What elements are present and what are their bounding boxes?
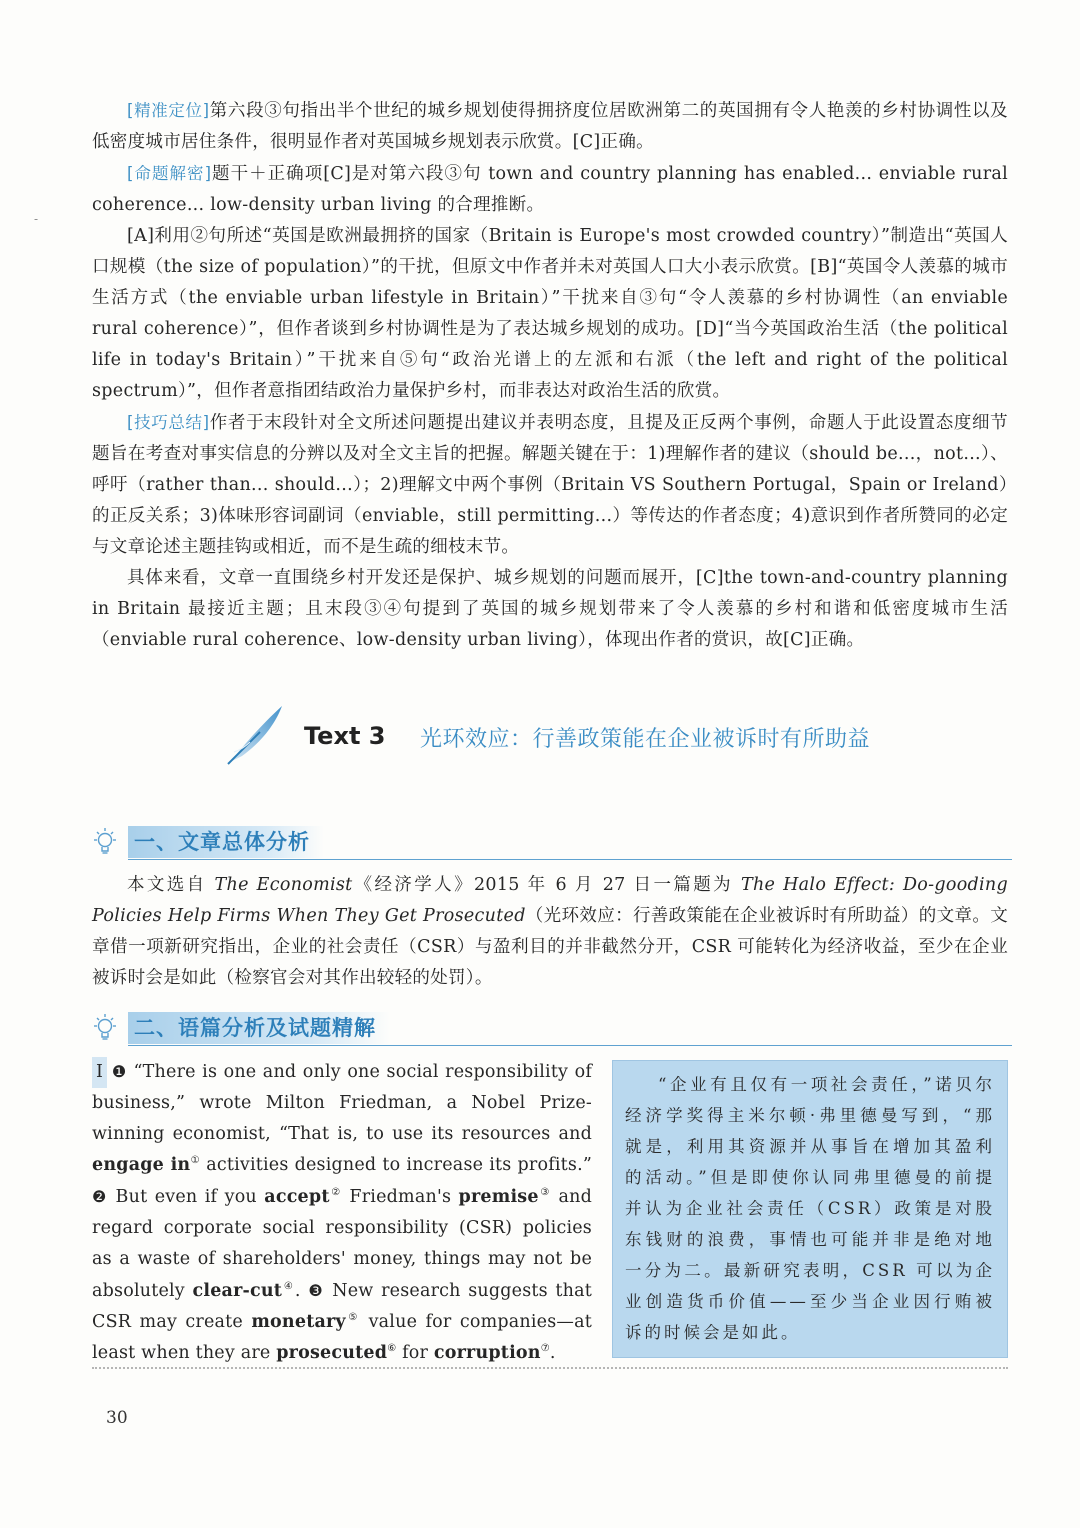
section-1-band (128, 826, 324, 858)
analysis-paragraph-4: [技巧总结]作者于末段针对全文所述问题提出建议并表明态度，且提及正反两个事例，命题人于此设置态度细节题旨在考查对事实信息的分辨以及对全文主旨的把握。解题关键在于：1)理解作者的建议（should be...，not...）、呼吁（rather than... should...）；2)理解文中两个事例（Britain VS Southern Portugal，Spain or Ireland）的正反关系；3)体味形容词副词（enviable，still permitting...）等传达的作者态度；4)意识到作者所赞同的必定与文章论述主题挂钩或相近，而不是生疏的细枝末节。 (92, 413, 1008, 557)
section-2-rule (128, 1045, 1012, 1046)
vocab-engage-in: engage in (92, 1155, 191, 1175)
answer-analysis (92, 95, 1008, 656)
lightbulb-icon (90, 826, 120, 858)
section-1-rule (128, 859, 1012, 860)
section-2-band (128, 1012, 390, 1044)
vocab-accept: accept (264, 1187, 330, 1207)
tag-precise-locate: [精准定位] (127, 101, 210, 120)
passage-text: I ❶ “There is one and only one social responsibility of business,” wrote Milton Friedman, a Nobel Prize-winning economist, “That is, to use its resources and engage in① activities designed to increase its profits.” ❷ But even if you accept② Friedman's premise③ and regard corporate social responsibility (CSR) policies as a waste of shareholders' money, things may not be absolutely clear-cut④. ❸ New research suggests that CSR may create monetary⑤ value for companies—at least when they are prosecuted⑥ for corruption⑦. (92, 1056, 592, 1369)
paragraph-number: I (92, 1057, 107, 1088)
tag-skill-summary: [技巧总结] (127, 413, 210, 432)
section-1-heading: 一、文章总体分析 (134, 830, 310, 854)
section-2-header (88, 1008, 1012, 1048)
source-title: The Economist (214, 875, 353, 895)
vocab-monetary: monetary (251, 1312, 346, 1332)
analysis-paragraph-2: [命题解密]题干＋正确项[C]是对第六段③句 town and country planning has enabled... enviable rural coherence... low-density urban living 的合理推断。 (92, 164, 1008, 215)
vocab-prosecuted: prosecuted (276, 1343, 388, 1363)
page-number: 30 (106, 1408, 128, 1428)
feather-pen-icon (220, 700, 290, 770)
vocab-clear-cut: clear-cut (192, 1281, 283, 1301)
text3-label: Text 3 (304, 722, 386, 750)
passage-paragraph-1 (92, 1056, 592, 1369)
analysis-paragraph-5: 具体来看，文章一直围绕乡村开发还是保护、城乡规划的问题而展开，[C]the town-and-country planning in Britain 最接近主题；且末段③④句提到了英国的城乡规划带来了令人羡慕的乡村和谐和低密度城市生活（enviable rural coherence、low-density urban living），体现出作者的赏识，故[C]正确。 (92, 568, 1008, 650)
margin-mark: - (34, 212, 39, 226)
section-1-body (92, 870, 1008, 994)
dotted-divider (92, 1367, 1008, 1369)
text3-title: 光环效应：行善政策能在企业被诉时有所助益 (420, 727, 871, 752)
translation-box (612, 1060, 1008, 1358)
sentence-3-number: ❸ (308, 1281, 325, 1300)
sentence-2-number: ❷ (92, 1187, 109, 1206)
translation-text: “企业有且仅有一项社会责任，”诺贝尔经济学奖得主米尔顿·弗里德曼写到，“那就是，利用其资源并从事旨在增加其盈利的活动。”但是即使你认同弗里德曼的前提并认为企业社会责任（CSR）政策是对股东钱财的浪费，事情也可能并非是绝对地一分为二。最新研究表明，CSR 可以为企业创造货币价值——至少当企业因行贿被诉的时候会是如此。 (625, 1075, 995, 1342)
tag-question-decode: [命题解密] (127, 164, 212, 183)
section-1-header (88, 822, 1012, 862)
article-intro: 本文选自 The Economist《经济学人》2015 年 6 月 27 日一篇题为 The Halo Effect: Do-gooding Policies Help Firms When They Get Prosecuted（光环效应：行善政策能在企业被诉时有所助益）的文章。文章借一项新研究指出，企业的社会责任（CSR）与盈利目的并非截然分开，CSR 可能转化为经济收益，至少在企业被诉时会是如此（检察官会对其作出较轻的处罚）。 (92, 875, 1008, 988)
analysis-paragraph-3: [A]利用②句所述“英国是欧洲最拥挤的国家（Britain is Europe's most crowded country）”制造出“英国人口规模（the size of population）”的干扰，但原文中作者并未对英国人口大小表示欣赏。[B]“英国令人羡慕的城市生活方式（the enviable urban lifestyle in Britain）”干扰来自③句“令人羡慕的乡村协调性（an enviable rural coherence）”，但作者谈到乡村协调性是为了表达城乡规划的成功。[D]“当今英国政治生活（the political life in today's Britain）”干扰来自⑤句“政治光谱上的左派和右派（the left and right of the political spectrum）”，但作者意指团结政治力量保护乡村，而非表达对政治生活的欣赏。 (92, 226, 1008, 401)
text3-header (220, 700, 920, 770)
analysis-paragraph-1: [精准定位]第六段③句指出半个世纪的城乡规划使得拥挤度位居欧洲第二的英国拥有令人艳羡的乡村协调性以及低密度城市居住条件，很明显作者对英国城乡规划表示欣赏。[C]正确。 (92, 101, 1008, 152)
vocab-corruption: corruption (433, 1343, 541, 1363)
section-2-heading: 二、语篇分析及试题精解 (134, 1016, 376, 1040)
lightbulb-icon (90, 1012, 120, 1044)
article-title: The Halo Effect: Do-gooding Policies Help Firms When They Get Prosecuted (92, 875, 1008, 926)
vocab-premise: premise (458, 1187, 539, 1207)
sentence-1-number: ❶ (111, 1062, 128, 1081)
